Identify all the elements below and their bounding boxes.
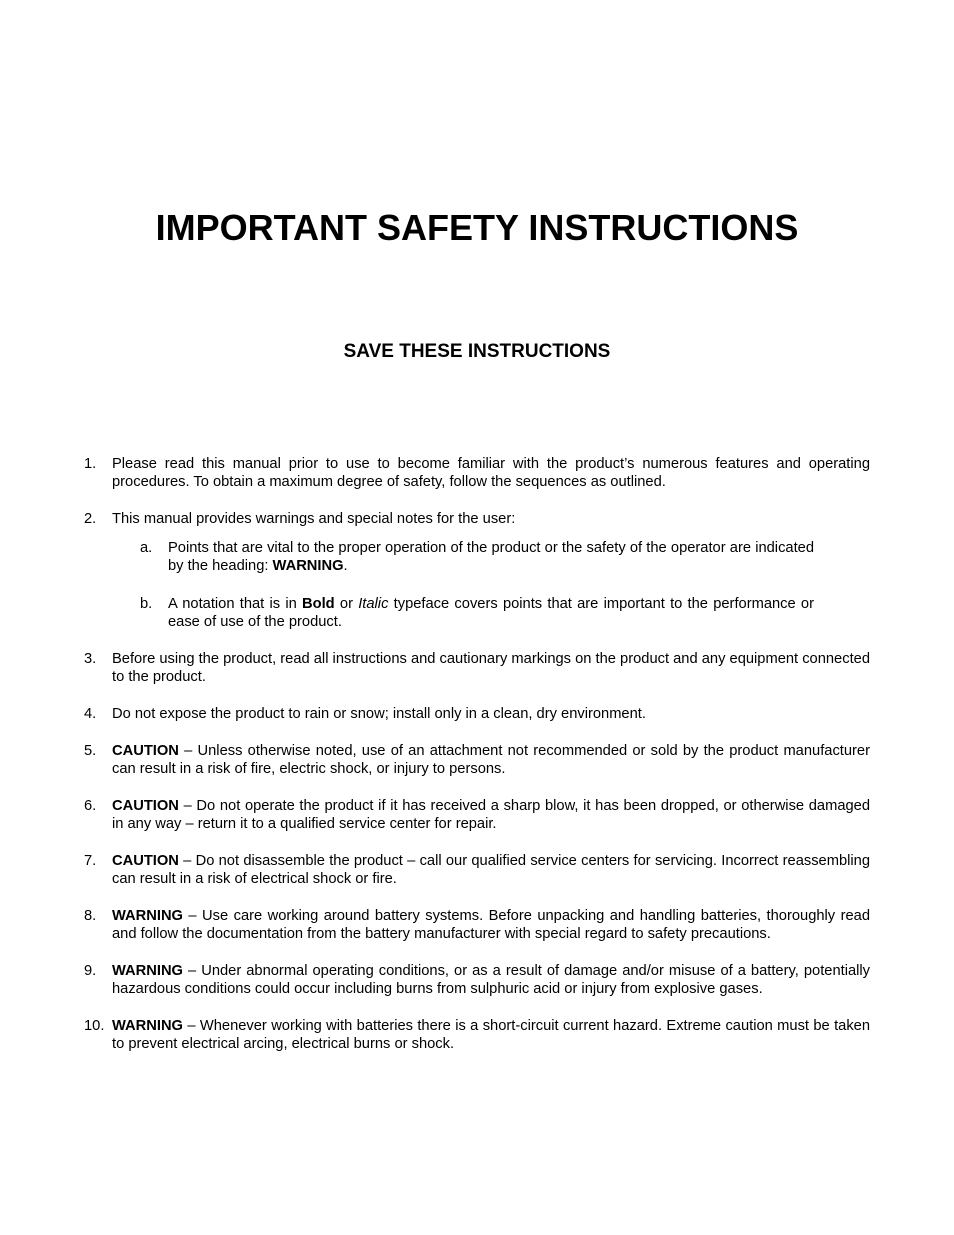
item-number: 2. [84, 511, 97, 527]
instructions-list [84, 455, 870, 1072]
sub-list [112, 539, 870, 631]
sub-item-text-mid: or [334, 596, 359, 612]
warning-label: WARNING [112, 963, 183, 979]
item-number: 1. [84, 456, 97, 472]
list-item-4 [84, 705, 870, 723]
page-title: IMPORTANT SAFETY INSTRUCTIONS [155, 207, 799, 248]
item-number: 7. [84, 853, 97, 869]
item-text: – Do not disassemble the product – call our qualified service centers for servicing. Incorrect reassembling can result in a risk of electrical shock or fire. [112, 853, 870, 887]
list-item-7 [84, 852, 870, 888]
list-item-6 [84, 797, 870, 833]
sub-item-end: . [343, 558, 348, 574]
sub-item-b [140, 595, 814, 631]
sub-item-text-pre: A notation that is in [168, 596, 303, 612]
item-text: Before using the product, read all instructions and cautionary markings on the product and any equipment connected to the product. [112, 651, 870, 685]
italic-word: Italic [358, 596, 389, 612]
item-text: – Under abnormal operating conditions, or as a result of damage and/or misuse of a battery, potentially hazardous conditions could occur including burns from sulphuric acid or injury from explosive gases. [112, 963, 870, 997]
item-text: Do not expose the product to rain or snow; install only in a clean, dry environment. [112, 706, 646, 722]
warning-label: WARNING [112, 1018, 183, 1034]
sub-item-a [140, 539, 814, 575]
caution-label: CAUTION [112, 853, 179, 869]
item-number: 3. [84, 651, 97, 667]
item-number: 9. [84, 963, 97, 979]
item-text: – Use care working around battery systems. Before unpacking and handling batteries, thoroughly read and follow the documentation from the battery manufacturer with special regard to safety precautions. [112, 908, 870, 942]
item-text: Please read this manual prior to use to become familiar with the product’s numerous features and operating procedures. To obtain a maximum degree of safety, follow the sequences as outlined. [112, 456, 870, 490]
item-number: 5. [84, 743, 97, 759]
list-item-3 [84, 650, 870, 686]
caution-label: CAUTION [112, 743, 179, 759]
warning-heading-label: WARNING [272, 558, 344, 574]
item-number: 10. [84, 1018, 105, 1034]
page-subtitle: SAVE THESE INSTRUCTIONS [343, 341, 611, 362]
item-number: 8. [84, 908, 97, 924]
item-text: This manual provides warnings and special notes for the user: [112, 511, 516, 527]
sub-item-text-post: typeface covers points that are important to the performance or ease of use of the product. [168, 596, 814, 630]
caution-label: CAUTION [112, 798, 179, 814]
sub-item-letter: a. [140, 540, 153, 556]
list-item-8 [84, 907, 870, 943]
item-text: – Unless otherwise noted, use of an attachment not recommended or sold by the product manufacturer can result in a risk of fire, electric shock, or injury to persons. [112, 743, 870, 777]
warning-label: WARNING [112, 908, 183, 924]
item-text: – Do not operate the product if it has received a sharp blow, it has been dropped, or otherwise damaged in any way – return it to a qualified service center for repair. [112, 798, 870, 832]
list-item-1 [84, 455, 870, 491]
item-text: – Whenever working with batteries there is a short-circuit current hazard. Extreme caution must be taken to prevent electrical arcing, electrical burns or shock. [112, 1018, 870, 1052]
item-number: 4. [84, 706, 97, 722]
sub-item-letter: b. [140, 596, 153, 612]
list-item-2 [84, 510, 870, 631]
list-item-10 [84, 1017, 870, 1053]
sub-item-text: Points that are vital to the proper operation of the product or the safety of the operator are indicated by the heading: [168, 540, 814, 574]
item-number: 6. [84, 798, 97, 814]
list-item-5 [84, 742, 870, 778]
list-item-9 [84, 962, 870, 998]
bold-word: Bold [302, 596, 335, 612]
